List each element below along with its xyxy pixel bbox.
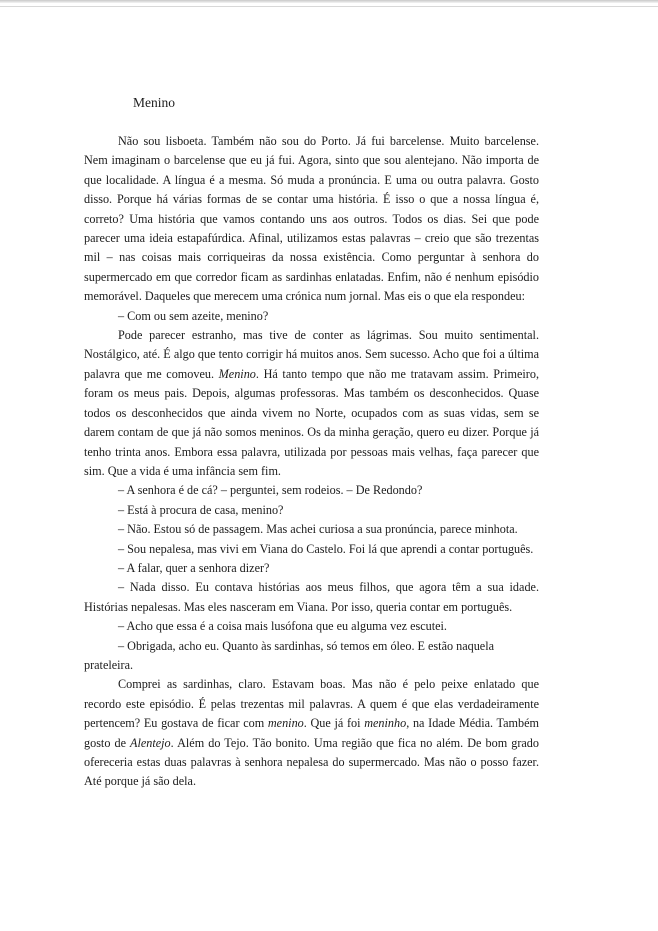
dialogue-line: – A senhora é de cá? – perguntei, sem rodeios. – De Redondo? bbox=[118, 483, 423, 498]
dialogue-line: – Nada disso. Eu contava histórias aos meus filhos, que agora têm a sua idade. Histórias nepalesas. Mas eles nasceram em Viana. Por isso, queria contar em português. bbox=[84, 580, 539, 614]
document-page bbox=[84, 94, 539, 792]
document-title: Menino bbox=[133, 95, 175, 110]
italic-word: Alentejo bbox=[130, 735, 171, 750]
dialogue-line: – Acho que essa é a coisa mais lusófona que eu alguma vez escutei. bbox=[118, 619, 447, 634]
dialogue-line: – Não. Estou só de passagem. Mas achei curiosa a sua pronúncia, parece minhota. bbox=[118, 522, 518, 537]
dialogue-line: – Com ou sem azeite, menino? bbox=[118, 308, 269, 323]
paragraph bbox=[84, 675, 539, 791]
scan-top-rule bbox=[0, 6, 658, 7]
dialogue-line: – Está à procura de casa, menino? bbox=[118, 502, 284, 517]
italic-word: meninho bbox=[364, 716, 407, 731]
text-run: Comprei as sardinhas, claro. Estavam boas. Mas não é pelo peixe enlatado que recordo este episódio. É pelas trezentas mil palavras. A quem é que elas verdadeiramente pertencem? Eu gostava de ficar com bbox=[84, 677, 539, 731]
italic-word: menino bbox=[267, 716, 304, 731]
text-run: , na Idade Média. Também gosto de bbox=[84, 716, 540, 750]
text-run: . Há tanto tempo que não me tratavam assim. Primeiro, foram os meus pais. Depois, algumas professoras. Mas também os desconhecidos. Quase todos os desconhecidos que ainda vivem no Norte, ocupados com as suas vidas, sem se darem contam de que já não somos meninos. Os da minha geração, quero eu dizer. Porque já tenho trinta anos. Embora essa palavra, utilizada por pessoas mais velhas, faça parecer que sim. Que a vida é uma infância sem fim. bbox=[84, 366, 539, 478]
dialogue-line: – Sou nepalesa, mas vivi em Viana do Castelo. Foi lá que aprendi a contar português. bbox=[118, 541, 534, 556]
dialogue-line: – A falar, quer a senhora dizer? bbox=[118, 560, 270, 575]
paragraph: Não sou lisboeta. Também não sou do Porto. Já fui barcelense. Muito barcelense. Nem imaginam o barcelense que eu já fui. Agora, sinto que sou alentejano. Não importa de que localidade. A língua é a mesma. Só muda a pronúncia. E uma ou outra palavra. Gosto disso. Porque há várias formas de se contar uma história. É isso o que a nossa língua é, correto? Uma história que vamos contando uns aos outros. Todos os dias. Sei que pode parecer uma ideia estapafúrdica. Afinal, utilizamos estas palavras – creio que são trezentas mil – nas coisas mais corriqueiras da nossa existência. Como perguntar à senhora do supermercado em que corredor ficam as sardinhas enlatadas. Enfim, não é nenhum episódio memorável. Daqueles que merecem uma crónica num jornal. Mas eis o que ela respondeu: bbox=[84, 134, 539, 304]
text-run: . Além do Tejo. Tão bonito. Uma região que fica no além. De bom grado ofereceria estas duas palavras à senhora nepalesa do supermercado. Mas não o posso fazer. Até porque já são dela. bbox=[84, 735, 539, 789]
dialogue-line: – Obrigada, acho eu. Quanto às sardinhas, só temos em óleo. E estão naquela prateleira. bbox=[84, 638, 495, 672]
text-run: . Que já foi bbox=[303, 716, 365, 731]
italic-word: Menino bbox=[218, 366, 256, 381]
document-body bbox=[84, 132, 539, 792]
paragraph bbox=[84, 326, 539, 481]
scan-top-edge bbox=[0, 0, 658, 3]
text-run: Pode parecer estranho, mas tive de conter as lágrimas. Sou muito sentimental. Nostálgico, até. É algo que tento corrigir há muitos anos. Sem sucesso. Acho que foi a última palavra que me comoveu. bbox=[84, 328, 539, 381]
